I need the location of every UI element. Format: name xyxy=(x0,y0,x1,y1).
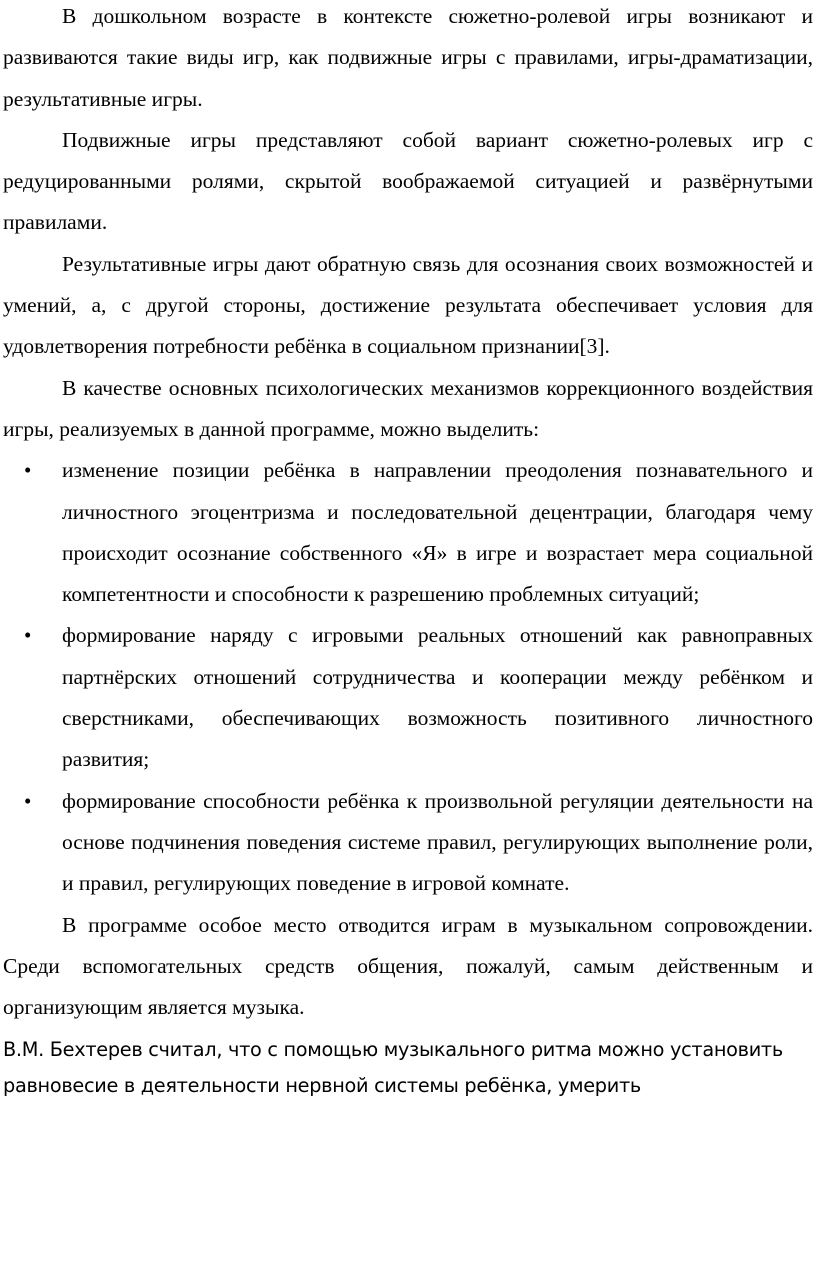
bullet-text: изменение позиции ребёнка в направлении преодоления познавательного и личностного эгоцентризма и последовательной децентрации, благодаря чему происходит осознание собственного «Я» в игре и возрастает мера социальной компетентности и способности к разрешению проблемных ситуаций; xyxy=(62,458,813,607)
bullet-text: формирование способности ребёнка к произвольной регуляции деятельности на основе подчинения поведения системе правил, регулирующих выполнение роли, и правил, регулирующих поведение в игровой комнате. xyxy=(62,788,813,896)
paragraph-3: Результативные игры дают обратную связь для осознания своих возможностей и умений, а, с другой стороны, достижение результата обеспечивает условия для удовлетворения потребности ребёнка в социальном признании[3]. xyxy=(3,251,813,359)
list-item xyxy=(3,615,813,780)
paragraph-5: В программе особое место отводится играм в музыкальном сопровождении. Среди вспомогательных средств общения, пожалуй, самым действенным и организующим является музыка. xyxy=(3,912,813,1020)
paragraph-2: Подвижные игры представляют собой вариант сюжетно-ролевых игр с редуцированными ролями, скрытой воображаемой ситуацией и развёрнутыми правилами. xyxy=(3,127,813,235)
paragraph-1: В дошкольном возрасте в контексте сюжетно-ролевой игры возникают и развиваются такие виды игр, как подвижные игры с правилами, игры-драматизации, результативные игры. xyxy=(3,4,813,111)
bullet-list xyxy=(3,450,813,904)
list-item xyxy=(3,450,813,615)
bullet-icon: • xyxy=(24,458,32,483)
bullet-text: формирование наряду с игровыми реальных отношений как равноправных партнёрских отношений сотрудничества и кооперации между ребёнком и сверстниками, обеспечивающих возможность позитивного личностного развития; xyxy=(62,623,813,772)
bullet-icon: • xyxy=(24,788,32,813)
paragraph-6: В.М. Бехтерев считал, что с помощью музыкального ритма можно установить равновесие в деятельности нервной системы ребёнка, умерить xyxy=(3,1038,783,1098)
bullet-icon: • xyxy=(24,623,32,648)
list-item xyxy=(3,781,813,905)
paragraph-4: В качестве основных психологических механизмов коррекционного воздействия игры, реализуемых в данной программе, можно выделить: xyxy=(3,375,813,441)
